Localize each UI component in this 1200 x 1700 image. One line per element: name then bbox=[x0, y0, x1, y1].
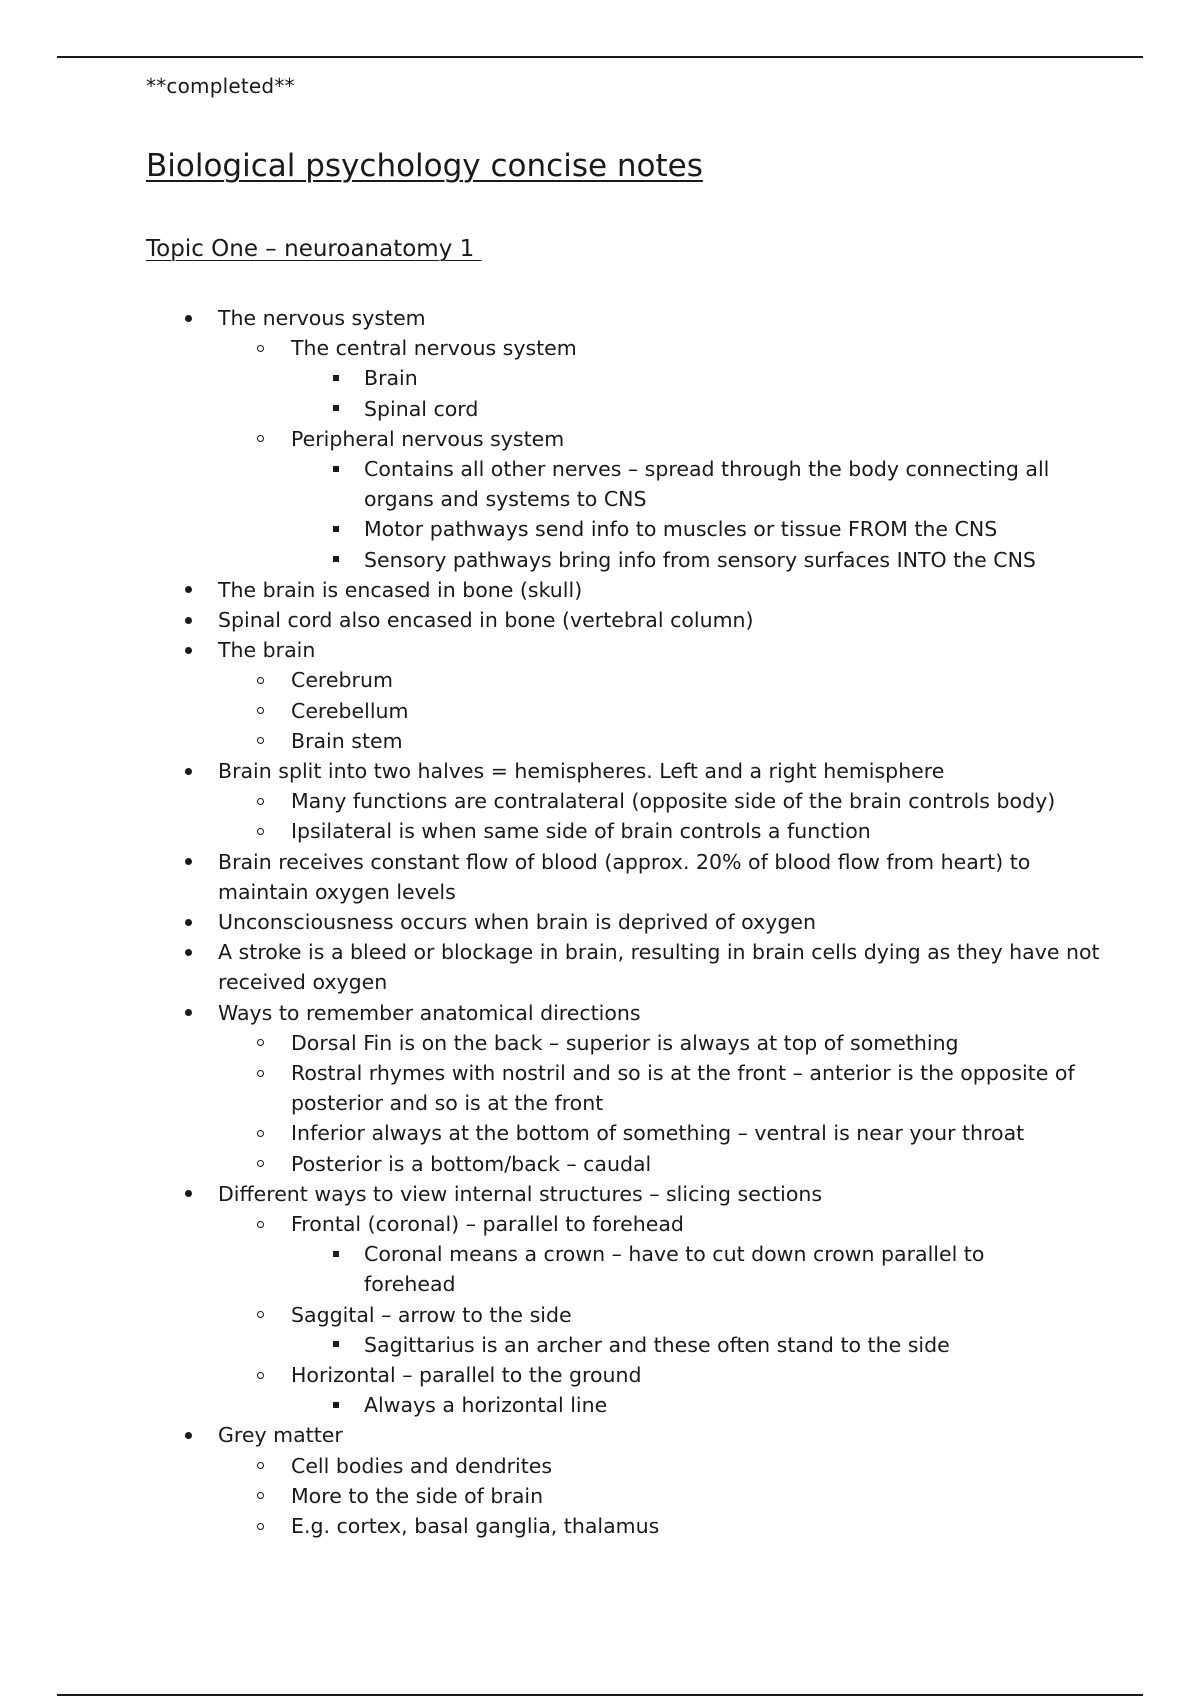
list-item-text: Grey matter bbox=[218, 1423, 343, 1448]
circle-bullet-icon bbox=[257, 798, 264, 805]
list-item-text: Saggital – arrow to the side bbox=[291, 1302, 572, 1327]
list-item-text: The brain bbox=[218, 638, 316, 663]
square-bullet-icon bbox=[333, 405, 339, 411]
circle-bullet-icon bbox=[257, 1311, 264, 1318]
disc-bullet-icon bbox=[185, 586, 192, 593]
circle-bullet-icon bbox=[257, 1462, 264, 1469]
list-item-text: Ways to remember anatomical directions bbox=[218, 1000, 641, 1025]
circle-bullet-icon bbox=[257, 435, 264, 442]
list-item-text: Inferior always at the bottom of something – ventral is near your throat bbox=[291, 1121, 1025, 1146]
circle-bullet-icon bbox=[257, 737, 264, 744]
list-item-text: Contains all other nerves – spread through the body connecting all bbox=[364, 457, 1050, 481]
list-item-text: maintain oxygen levels bbox=[218, 879, 456, 904]
square-bullet-icon bbox=[333, 466, 339, 472]
disc-bullet-icon bbox=[185, 768, 192, 775]
square-bullet-icon bbox=[333, 1251, 339, 1257]
list-item-text: Dorsal Fin is on the back – superior is always at top of something bbox=[291, 1030, 959, 1055]
completed-status: **completed** bbox=[146, 74, 295, 98]
list-item-text: Motor pathways send info to muscles or tissue FROM the CNS bbox=[364, 517, 998, 542]
list-item-text: A stroke is a bleed or blockage in brain, resulting in brain cells dying as they have not bbox=[218, 940, 1100, 965]
list-item-text: Brain receives constant flow of blood (approx. 20% of blood flow from heart) to bbox=[218, 849, 1031, 874]
list-item-text: Ipsilateral is when same side of brain controls a function bbox=[291, 819, 871, 844]
list-item-text: Coronal means a crown – have to cut down crown parallel to bbox=[364, 1242, 985, 1267]
disc-bullet-icon bbox=[185, 858, 192, 865]
list-item-text: Spinal cord also encased in bone (vertebral column) bbox=[218, 608, 754, 632]
list-item-text: received oxygen bbox=[218, 970, 388, 995]
circle-bullet-icon bbox=[257, 707, 264, 714]
disc-bullet-icon bbox=[185, 919, 192, 926]
list-item-text: Frontal (coronal) – parallel to forehead bbox=[291, 1212, 684, 1236]
disc-bullet-icon bbox=[185, 1009, 192, 1016]
square-bullet-icon bbox=[333, 526, 339, 532]
topic-heading: Topic One – neuroanatomy 1 bbox=[146, 236, 482, 262]
square-bullet-icon bbox=[333, 375, 339, 381]
list-item-text: Horizontal – parallel to the ground bbox=[291, 1363, 642, 1387]
circle-bullet-icon bbox=[257, 1039, 264, 1046]
circle-bullet-icon bbox=[257, 1523, 264, 1530]
list-item-text: Sagittarius is an archer and these often stand to the side bbox=[364, 1332, 950, 1357]
list-item-text: Unconsciousness occurs when brain is deprived of oxygen bbox=[218, 910, 816, 934]
list-item-text: Always a horizontal line bbox=[364, 1393, 608, 1418]
circle-bullet-icon bbox=[257, 1372, 264, 1379]
disc-bullet-icon bbox=[185, 315, 192, 322]
circle-bullet-icon bbox=[257, 1130, 264, 1137]
square-bullet-icon bbox=[333, 1341, 339, 1347]
list-item-text: Cerebellum bbox=[291, 698, 409, 723]
list-item-text: More to the side of brain bbox=[291, 1483, 544, 1508]
list-item-text: The brain is encased in bone (skull) bbox=[218, 577, 583, 602]
list-item-text: Peripheral nervous system bbox=[291, 426, 565, 451]
circle-bullet-icon bbox=[257, 345, 264, 352]
circle-bullet-icon bbox=[257, 1221, 264, 1228]
list-item-text: Posterior is a bottom/back – caudal bbox=[291, 1151, 652, 1176]
list-item-text: organs and systems to CNS bbox=[364, 487, 647, 512]
list-item-text: E.g. cortex, basal ganglia, thalamus bbox=[291, 1514, 660, 1538]
list-item-text: Cerebrum bbox=[291, 668, 393, 693]
circle-bullet-icon bbox=[257, 1492, 264, 1499]
disc-bullet-icon bbox=[185, 617, 192, 624]
document-title: Biological psychology concise notes bbox=[146, 148, 703, 184]
list-item-text: Sensory pathways bring info from sensory surfaces INTO the CNS bbox=[364, 547, 1036, 572]
list-item-text: posterior and so is at the front bbox=[291, 1091, 604, 1116]
list-item-text: The central nervous system bbox=[291, 336, 577, 361]
square-bullet-icon bbox=[333, 556, 339, 562]
disc-bullet-icon bbox=[185, 647, 192, 654]
circle-bullet-icon bbox=[257, 677, 264, 684]
square-bullet-icon bbox=[333, 1402, 339, 1408]
circle-bullet-icon bbox=[257, 1160, 264, 1167]
list-item-text: Cell bodies and dendrites bbox=[291, 1453, 553, 1478]
list-item-text: The nervous system bbox=[218, 306, 426, 330]
list-item-text: Spinal cord bbox=[364, 396, 479, 421]
list-item-text: Brain bbox=[364, 366, 418, 391]
bottom-rule bbox=[57, 1694, 1143, 1696]
disc-bullet-icon bbox=[185, 949, 192, 956]
list-item-text: Different ways to view internal structures – slicing sections bbox=[218, 1181, 823, 1206]
disc-bullet-icon bbox=[185, 1432, 192, 1439]
list-item-text: Brain stem bbox=[291, 728, 403, 753]
list-item-text: Many functions are contralateral (opposite side of the brain controls body) bbox=[291, 789, 1056, 814]
circle-bullet-icon bbox=[257, 1070, 264, 1077]
disc-bullet-icon bbox=[185, 1190, 192, 1197]
list-item-text: Rostral rhymes with nostril and so is at the front – anterior is the opposite of bbox=[291, 1061, 1075, 1085]
circle-bullet-icon bbox=[257, 828, 264, 835]
list-item-text: Brain split into two halves = hemispheres. Left and a right hemisphere bbox=[218, 759, 945, 783]
list-item-text: forehead bbox=[364, 1272, 456, 1297]
